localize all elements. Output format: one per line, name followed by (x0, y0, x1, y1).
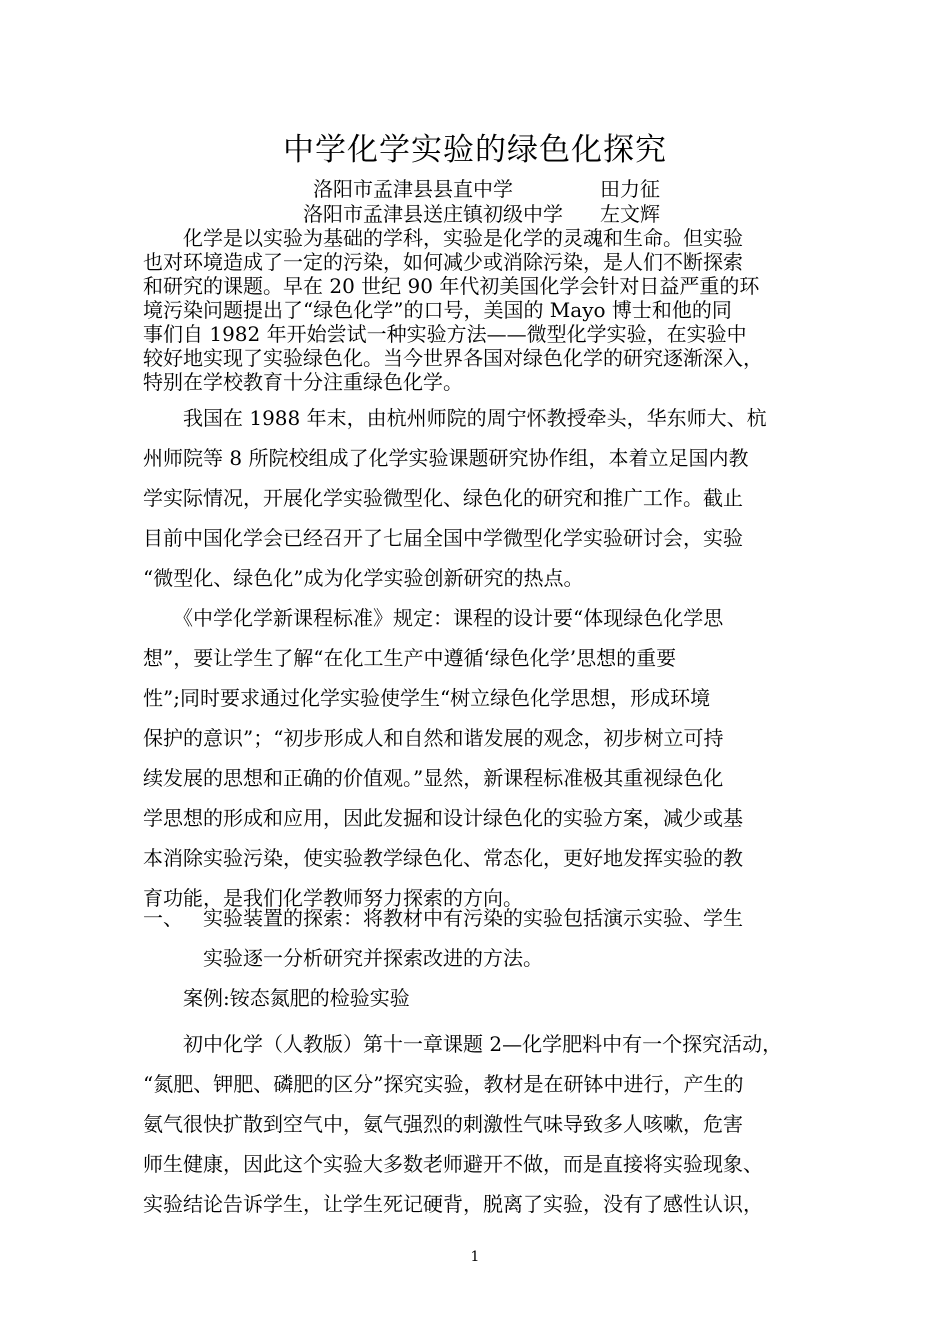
text-line: 我国在 1988 年末，由杭州师院的周宁怀教授牵头，华东师大、杭 (143, 406, 767, 430)
text-line: 目前中国化学会已经召开了七届全国中学微型化学实验研讨会，实验 (143, 526, 743, 550)
case-label (143, 978, 843, 1018)
text-line: 案例:铵态氮肥的检验实验 (143, 986, 410, 1010)
text-line: “氮肥、钾肥、磷肥的区分”探究实验，教材是在研钵中进行，产生的 (143, 1072, 744, 1096)
text-line: 性”;同时要求通过化学实验使学生“树立绿色化学思想，形成环境 (143, 686, 711, 710)
text-line: 育功能，是我们化学教师努力探索的方向。 (143, 886, 523, 910)
paragraph-case (143, 1024, 843, 1224)
text-line: 氨气很快扩散到空气中，氨气强烈的刺激性气味导致多人咳嗽，危害 (143, 1112, 743, 1136)
text-line: 想”，要让学生了解“在化工生产中遵循‘绿色化学’思想的重要 (143, 646, 677, 670)
text-line: 实验装置的探索：将教材中有污染的实验包括演示实验、学生 (203, 906, 743, 930)
text-line: 也对环境造成了一定的污染，如何减少或消除污染，是人们不断探索 (143, 250, 743, 274)
paragraph-standard (143, 598, 843, 918)
paragraph-intro (143, 226, 843, 394)
text-line: “微型化、绿色化”成为化学实验创新研究的热点。 (143, 566, 584, 590)
author-line-1 (313, 176, 713, 202)
section-number: 一、 (143, 906, 183, 930)
text-line: 《中学化学新课程标准》规定：课程的设计要“体现绿色化学思 (143, 606, 724, 630)
text-line: 学思想的形成和应用，因此发掘和设计绿色化的实验方案，减少或基 (143, 806, 743, 830)
author-school: 洛阳市孟津县送庄镇初级中学 (303, 202, 563, 226)
text-line: 州师院等 8 所院校组成了化学实验课题研究协作组，本着立足国内教 (143, 446, 749, 470)
section-heading (143, 898, 843, 978)
text-line: 保护的意识”；“初步形成人和自然和谐发展的观念，初步树立可持 (143, 726, 724, 750)
author-name: 左文辉 (600, 202, 660, 226)
text-line: 较好地实现了实验绿色化。当今世界各国对绿色化学的研究逐渐深入， (143, 346, 763, 370)
section-heading-text (203, 898, 743, 978)
page-number: 1 (470, 1249, 480, 1265)
text-line: 续发展的思想和正确的价值观。”显然，新课程标准极其重视绿色化 (143, 766, 724, 790)
text-line: 实验结论告诉学生，让学生死记硬背，脱离了实验，没有了感性认识， (143, 1192, 763, 1216)
author-name: 田力征 (600, 177, 660, 201)
document-title: 中学化学实验的绿色化探究 (283, 132, 667, 168)
text-line: 初中化学（人教版）第十一章课题 2—化学肥料中有一个探究活动， (143, 1032, 783, 1056)
text-line: 和研究的课题。早在 20 世纪 90 年代初美国化学会针对日益严重的环 (143, 274, 760, 298)
author-school: 洛阳市孟津县县直中学 (313, 177, 513, 201)
text-line: 事们自 1982 年开始尝试一种实验方法——微型化学实验，在实验中 (143, 322, 747, 346)
text-line: 化学是以实验为基础的学科，实验是化学的灵魂和生命。但实验 (143, 226, 743, 250)
text-line: 师生健康，因此这个实验大多数老师避开不做，而是直接将实验现象、 (143, 1152, 763, 1176)
author-line-2 (303, 201, 713, 227)
paragraph-history (143, 398, 843, 598)
text-line: 特别在学校教育十分注重绿色化学。 (143, 370, 463, 394)
text-line: 学实际情况，开展化学实验微型化、绿色化的研究和推广工作。截止 (143, 486, 743, 510)
text-line: 实验逐一分析研究并探索改进的方法。 (203, 946, 543, 970)
text-line: 境污染问题提出了“绿色化学”的口号，美国的 Mayo 博士和他的同 (143, 298, 732, 322)
text-line: 本消除实验污染，使实验教学绿色化、常态化，更好地发挥实验的教 (143, 846, 743, 870)
